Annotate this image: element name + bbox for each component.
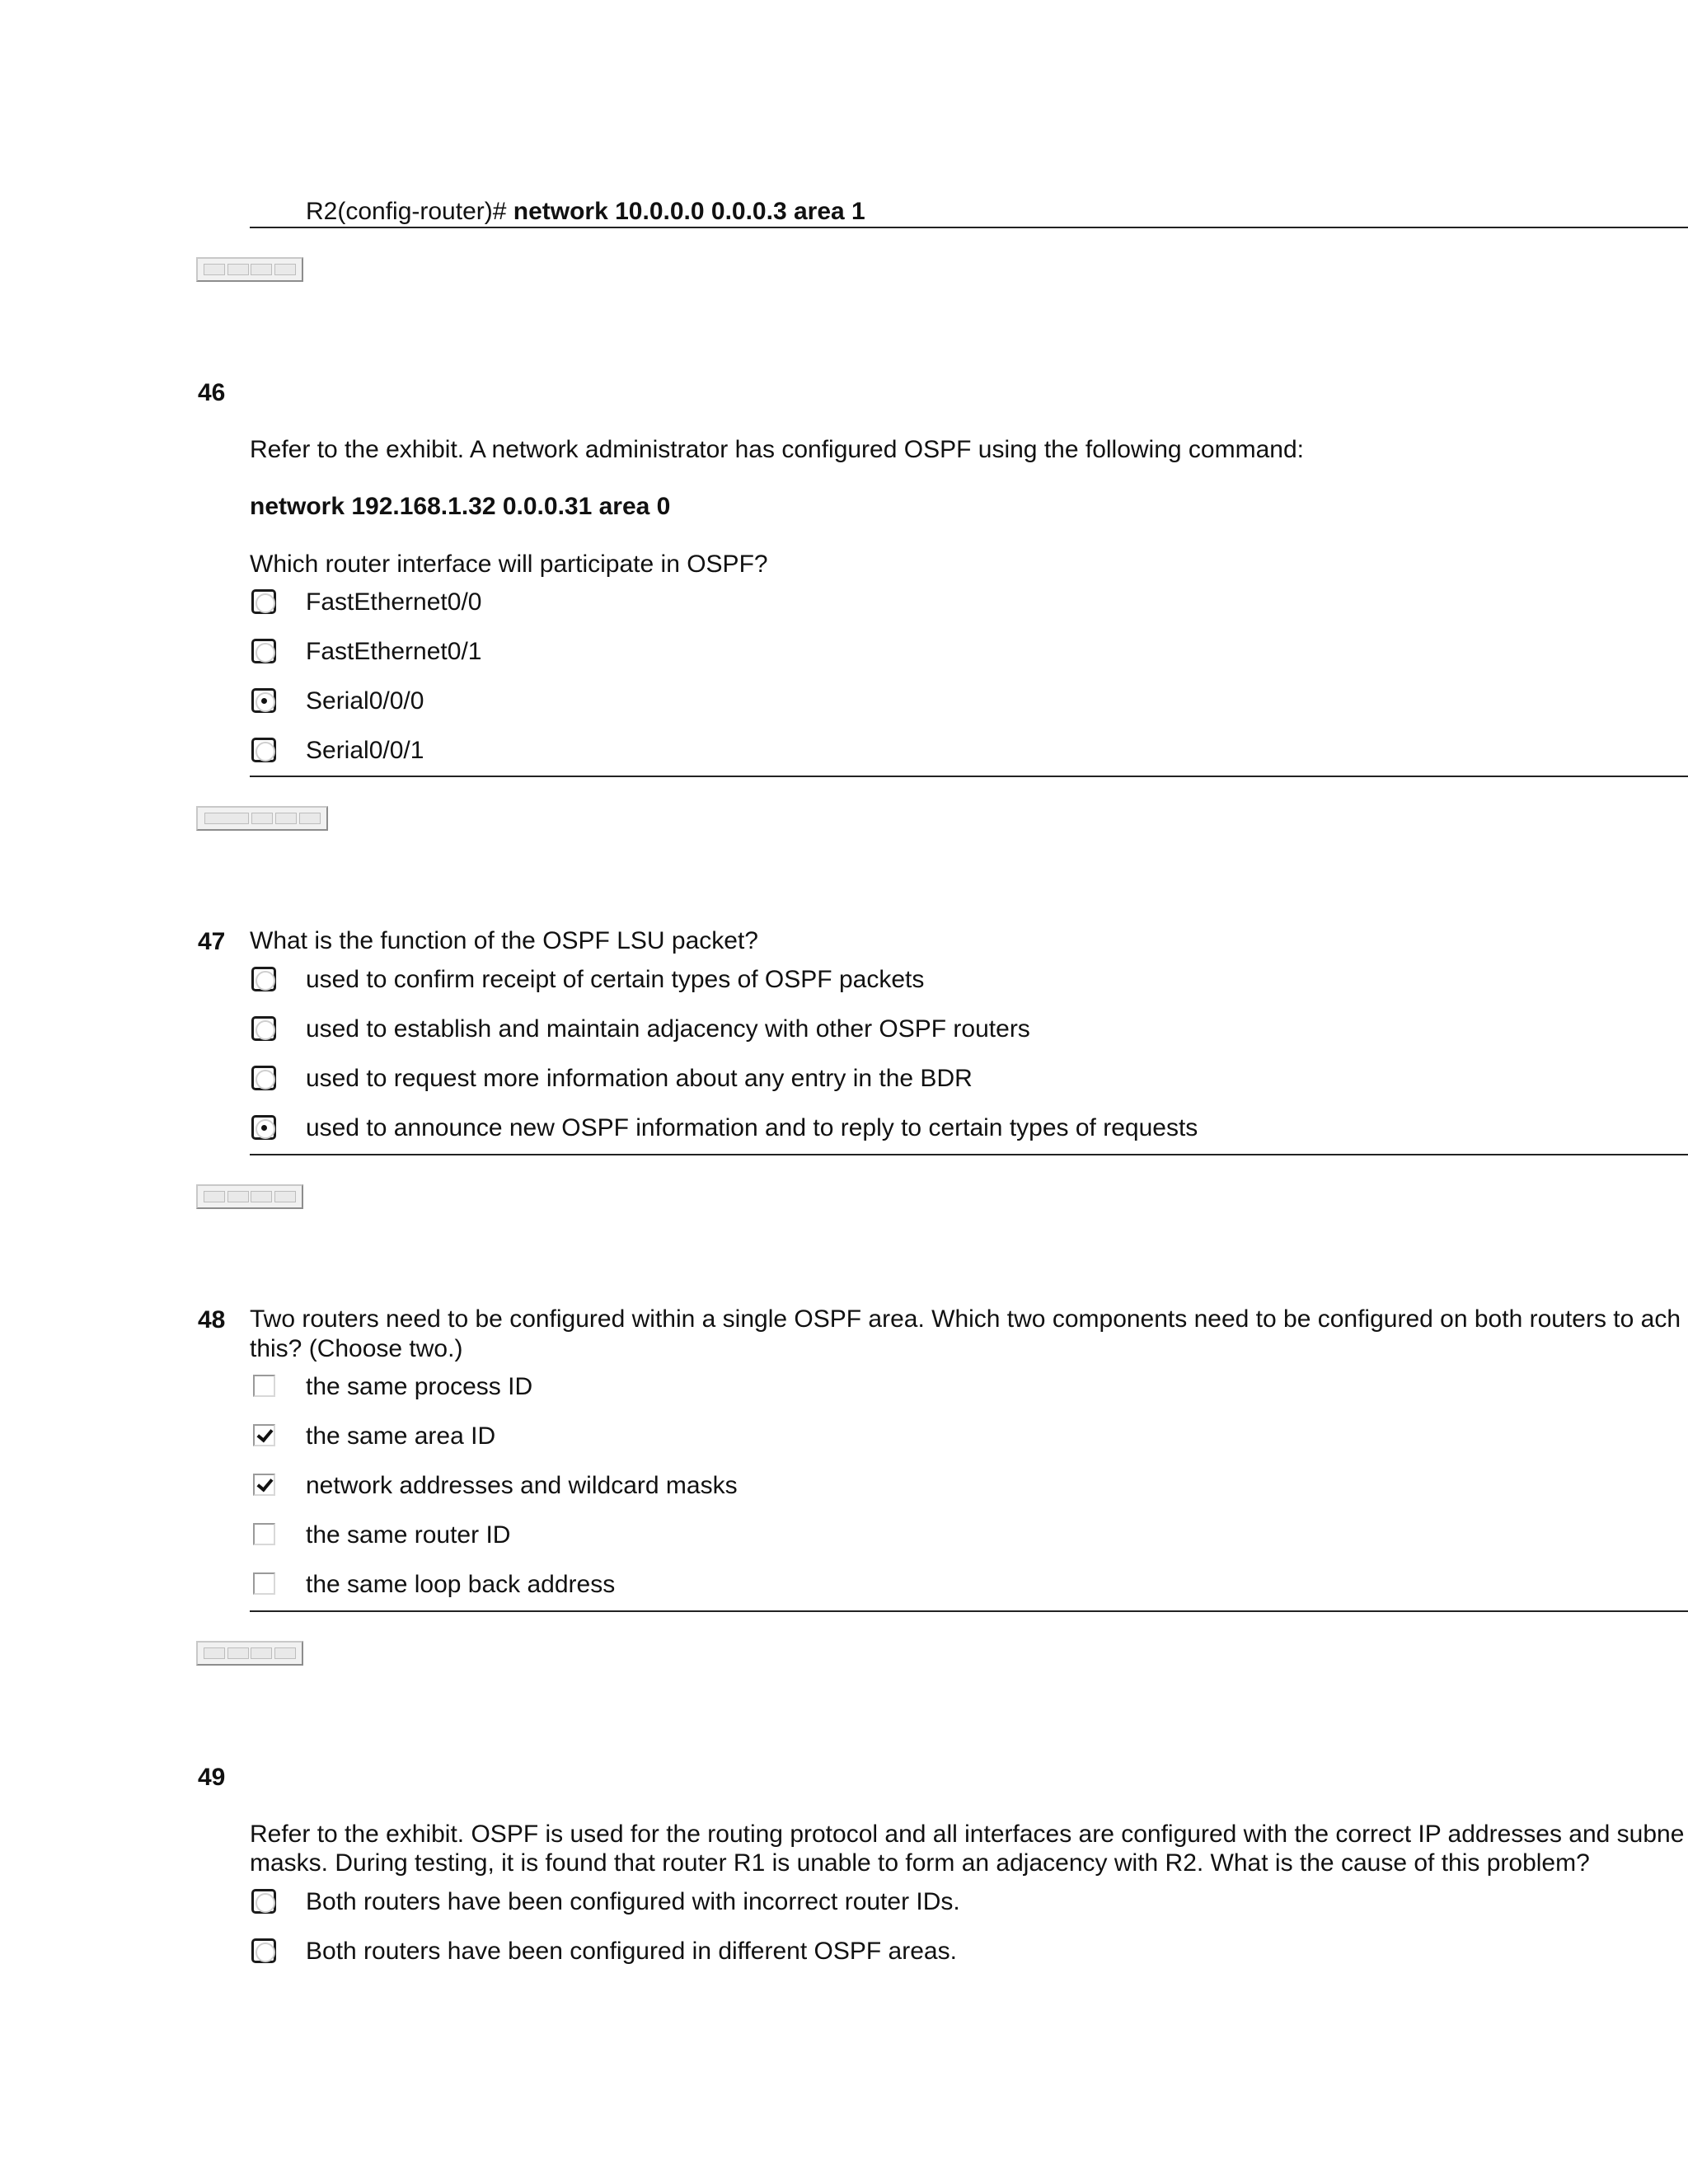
checkbox[interactable] xyxy=(253,1523,275,1545)
question-command: network 192.168.1.32 0.0.0.31 area 0 xyxy=(250,493,671,520)
question-number: 47 xyxy=(198,928,226,955)
option-label: Both routers have been configured in different OSPF areas. xyxy=(306,1938,957,1965)
option-label: the same area ID xyxy=(306,1422,496,1450)
nav-button-strip[interactable] xyxy=(196,806,328,831)
radio-button[interactable] xyxy=(251,639,276,663)
option-label: used to request more information about any entry in the BDR xyxy=(306,1065,973,1092)
option-label: used to confirm receipt of certain types of OSPF packets xyxy=(306,966,925,993)
checkbox[interactable] xyxy=(253,1375,275,1397)
nav-button-strip[interactable] xyxy=(196,1641,303,1666)
option-label: the same loop back address xyxy=(306,1571,616,1598)
question-number: 46 xyxy=(198,379,226,406)
nav-button-strip[interactable] xyxy=(196,1184,303,1209)
radio-button-selected[interactable] xyxy=(251,688,276,713)
radio-button[interactable] xyxy=(251,1938,276,1963)
option-label: the same process ID xyxy=(306,1373,533,1400)
config-line xyxy=(306,198,865,226)
config-command: network 10.0.0.0 0.0.0.3 area 1 xyxy=(513,198,865,225)
option-label: the same router ID xyxy=(306,1521,511,1549)
question-prompt: Which router interface will participate in OSPF? xyxy=(250,551,768,578)
radio-button[interactable] xyxy=(251,738,276,762)
divider xyxy=(250,776,1688,777)
question-number: 49 xyxy=(198,1764,226,1791)
question-prompt-line1: Two routers need to be configured within a single OSPF area. Which two components need to be configured on both routers to ach xyxy=(250,1305,1681,1333)
question-prompt-line1: Refer to the exhibit. OSPF is used for the routing protocol and all interfaces are configured with the correct IP addresses and subne xyxy=(250,1821,1685,1848)
nav-button-strip[interactable] xyxy=(196,257,303,282)
option-label: FastEthernet0/1 xyxy=(306,638,482,665)
checkbox-checked[interactable] xyxy=(253,1424,275,1446)
question-prompt-line2: masks. During testing, it is found that router R1 is unable to form an adjacency with R2. What is the cause of this problem? xyxy=(250,1849,1590,1877)
checkbox[interactable] xyxy=(253,1572,275,1595)
question-prompt: What is the function of the OSPF LSU packet? xyxy=(250,927,758,954)
radio-button[interactable] xyxy=(251,1066,276,1090)
checkbox-checked[interactable] xyxy=(253,1474,275,1496)
question-intro: Refer to the exhibit. A network administrator has configured OSPF using the following command: xyxy=(250,436,1304,463)
option-label: Serial0/0/1 xyxy=(306,737,424,764)
option-label: Both routers have been configured with incorrect router IDs. xyxy=(306,1888,960,1915)
divider xyxy=(250,1610,1688,1612)
option-label: Serial0/0/0 xyxy=(306,687,424,715)
radio-button[interactable] xyxy=(251,589,276,614)
config-prefix: R2(config-router)# xyxy=(306,198,513,225)
question-number: 48 xyxy=(198,1306,226,1333)
radio-button[interactable] xyxy=(251,967,276,991)
divider xyxy=(250,1154,1688,1155)
option-label: FastEthernet0/0 xyxy=(306,588,482,616)
option-label: used to announce new OSPF information and to reply to certain types of requests xyxy=(306,1114,1198,1141)
radio-button[interactable] xyxy=(251,1889,276,1914)
radio-button[interactable] xyxy=(251,1016,276,1041)
divider xyxy=(250,227,1688,228)
radio-button-selected[interactable] xyxy=(251,1115,276,1140)
option-label: network addresses and wildcard masks xyxy=(306,1472,738,1499)
option-label: used to establish and maintain adjacency with other OSPF routers xyxy=(306,1015,1030,1043)
question-prompt-line2: this? (Choose two.) xyxy=(250,1335,463,1362)
